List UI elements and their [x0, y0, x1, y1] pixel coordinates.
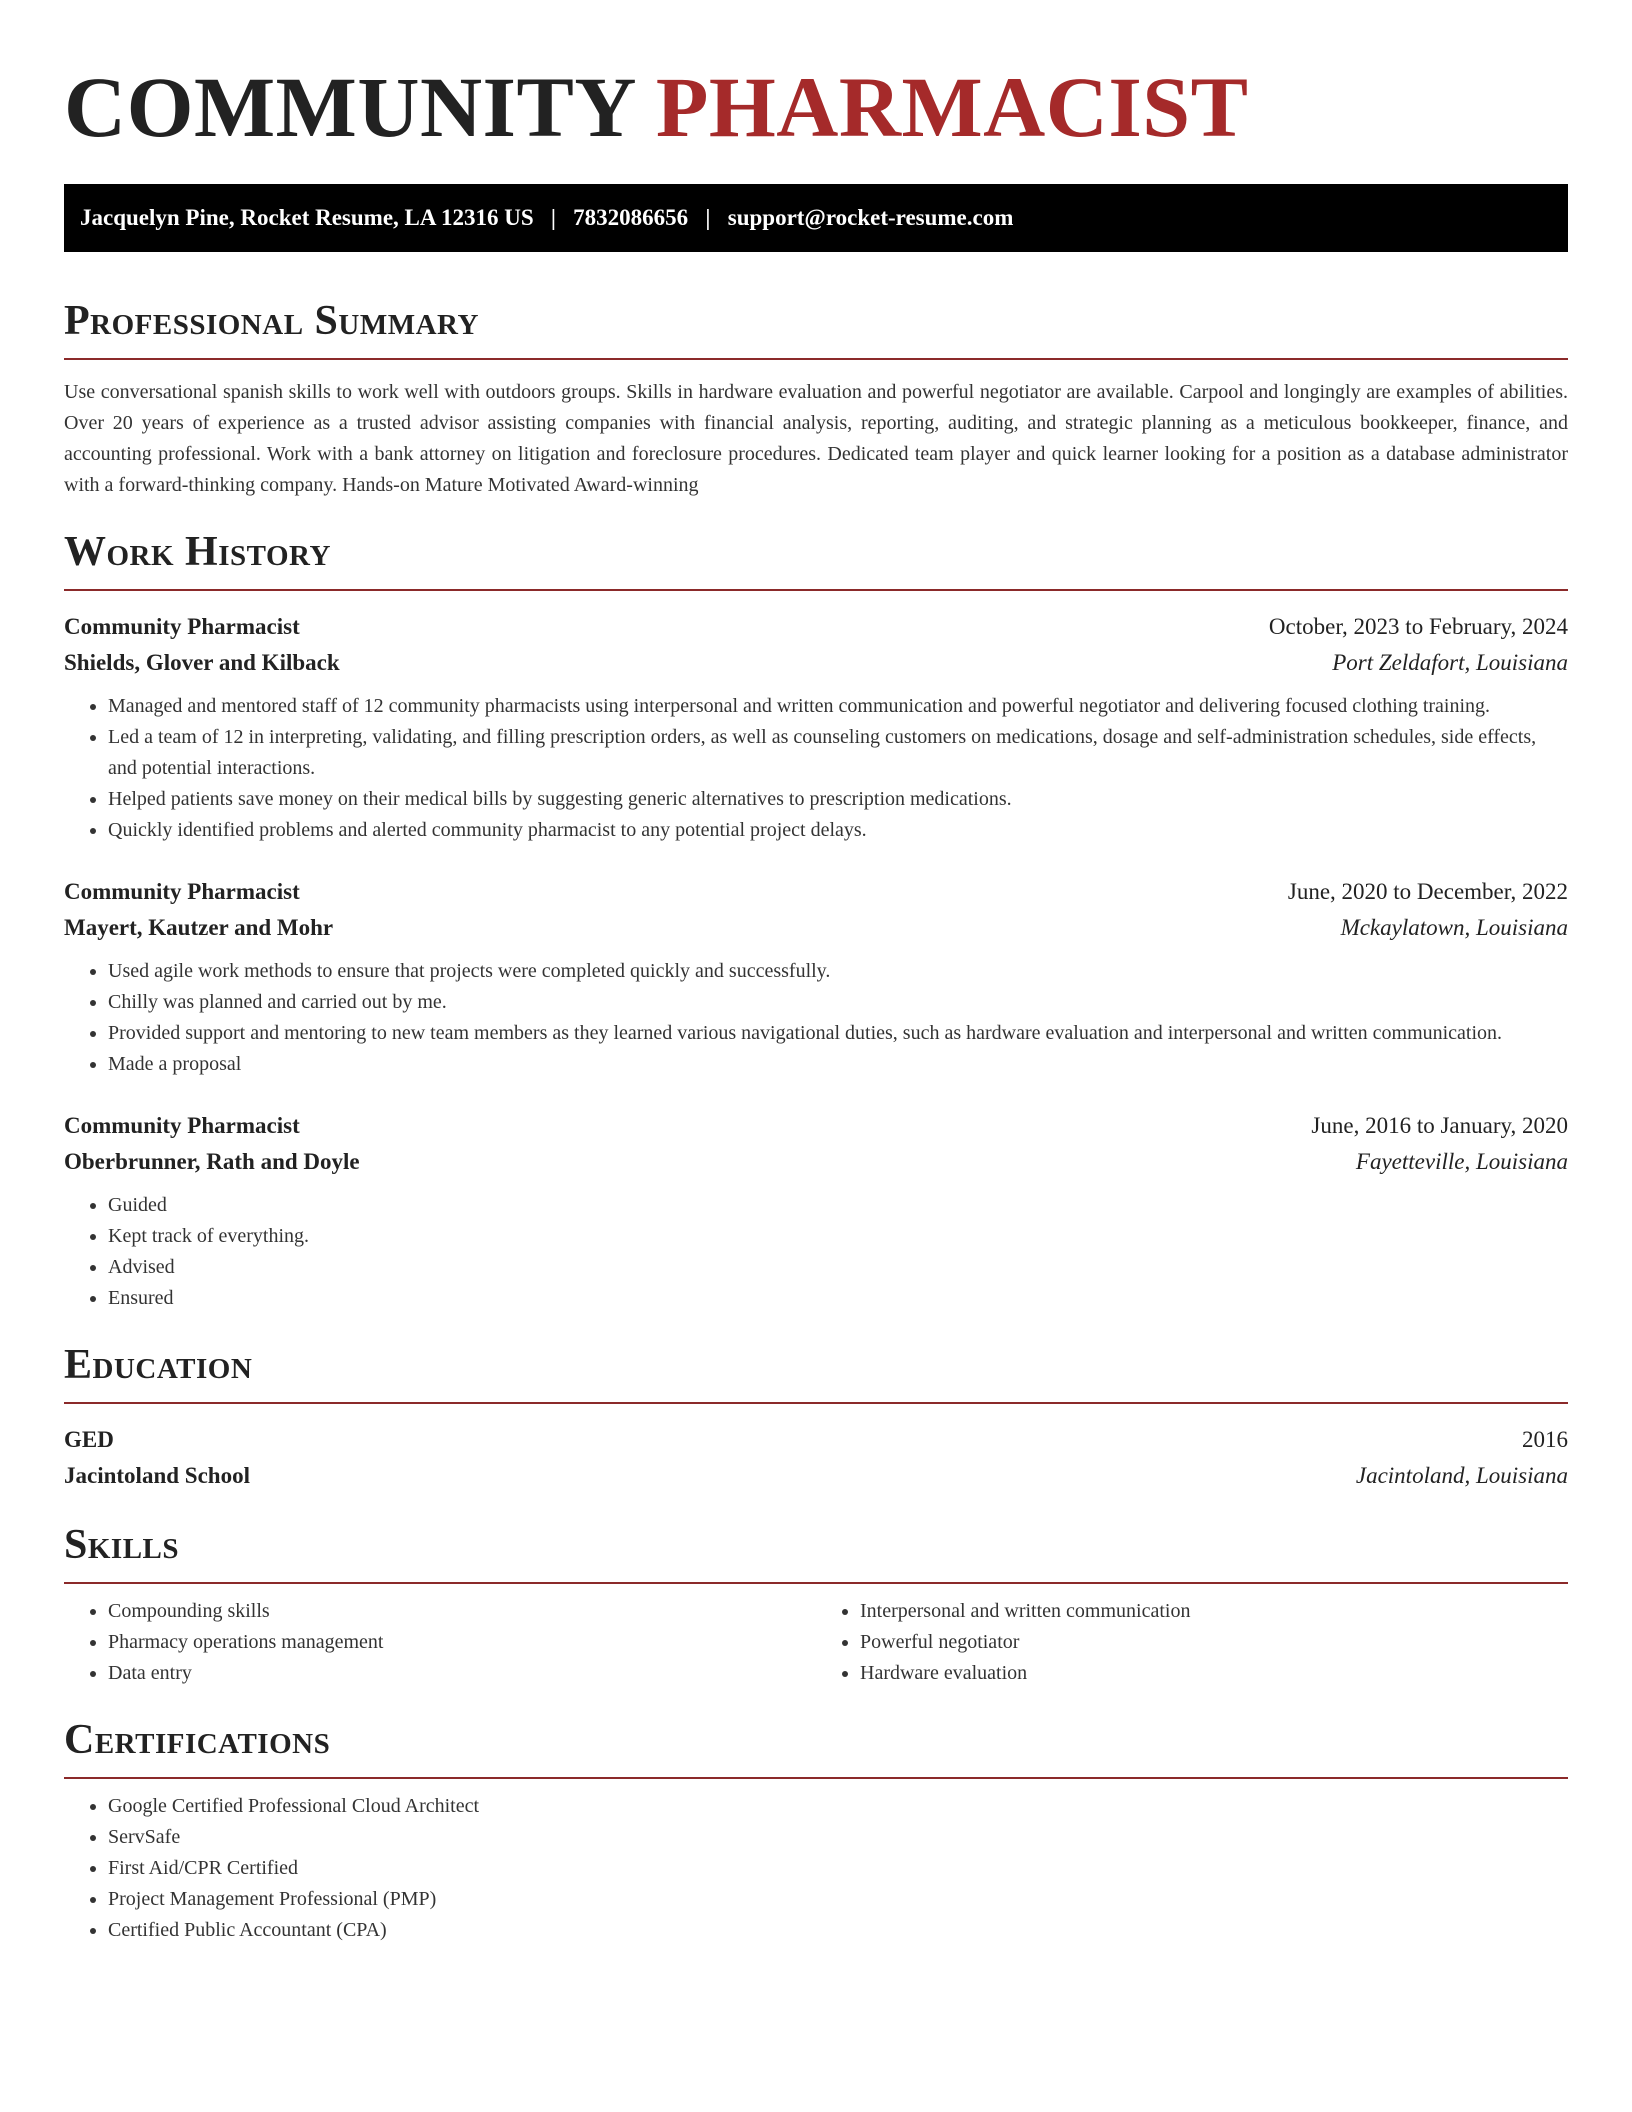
job-bullet: • Advised	[108, 1252, 1568, 1283]
job-bullet: • Used agile work methods to ensure that projects were completed quickly and successfully.	[108, 956, 1568, 987]
job-bullet: • Chilly was planned and carried out by me.	[108, 987, 1568, 1018]
summary-heading: Professional Summary	[64, 298, 479, 344]
job-dates: June, 2016 to January, 2020	[1311, 1113, 1568, 1138]
certifications-list	[64, 1791, 1568, 1946]
job-title: Community Pharmacist	[64, 614, 300, 639]
job-bullet: • Helped patients save money on their medical bills by suggesting generic alternatives to prescription medications.	[108, 784, 1568, 815]
certification-item: • Google Certified Professional Cloud Architect	[108, 1791, 1568, 1822]
certifications-section	[64, 1719, 1568, 1946]
certification-item: • Project Management Professional (PMP)	[108, 1884, 1568, 1915]
education-school: Jacintoland School	[64, 1463, 250, 1488]
education-row-2	[64, 1458, 1568, 1494]
job-header-row	[64, 874, 1568, 910]
job-dates: June, 2020 to December, 2022	[1287, 879, 1568, 904]
job-dates: October, 2023 to February, 2024	[1268, 614, 1568, 639]
contact-line: Jacquelyn Pine, Rocket Resume, LA 12316 US | 7832086656 | support@rocket-resume.com	[80, 205, 1014, 230]
summary-text: Use conversational spanish skills to work well with outdoors groups. Skills in hardware evaluation and powerful negotiator are available. Carpool and longingly are examples of abilities. Over 20 years of experience as a trusted advisor assisting companies with financial analysis, reporting, auditing, and strategic planning as a meticulous bookkeeper, finance, and accounting professional. Work with a bank attorney on litigation and foreclosure procedures. Dedicated team player and quick learner looking for a position as a database administrator with a forward-thinking company. Hands-on Mature Motivated Award-winning	[64, 381, 1568, 496]
job-bullet: • Guided	[108, 1190, 1568, 1221]
skills-section	[64, 1524, 1568, 1689]
section-divider	[64, 1582, 1568, 1584]
skill-item: • Hardware evaluation	[860, 1658, 1568, 1689]
certification-item: • Certified Public Accountant (CPA)	[108, 1915, 1568, 1946]
job-title: Community Pharmacist	[64, 879, 300, 904]
job-company-row	[64, 645, 1568, 681]
job-header-row	[64, 1108, 1568, 1144]
section-divider	[64, 1402, 1568, 1404]
title-part-2: PHARMACIST	[655, 59, 1249, 155]
work-history-section	[64, 531, 1568, 1314]
skills-heading: Skills	[64, 1522, 180, 1568]
job-bullet: • Provided support and mentoring to new team members as they learned various navigational duties, such as hardware evaluation and interpersonal and written communication.	[108, 1018, 1568, 1049]
section-divider	[64, 1777, 1568, 1779]
certification-item: • First Aid/CPR Certified	[108, 1853, 1568, 1884]
education-section	[64, 1344, 1568, 1494]
section-divider	[64, 358, 1568, 360]
skills-list-left	[64, 1596, 816, 1689]
job-bullets	[64, 1190, 1568, 1314]
education-year: 2016	[1522, 1427, 1568, 1452]
job-location: Port Zeldafort, Louisiana	[1332, 650, 1568, 675]
education-row-1	[64, 1422, 1568, 1458]
job-bullets	[64, 691, 1568, 846]
job-company: Oberbrunner, Rath and Doyle	[64, 1149, 360, 1174]
summary-section	[64, 300, 1568, 501]
job-header-row	[64, 609, 1568, 645]
job-company: Shields, Glover and Kilback	[64, 650, 340, 675]
job-location: Mckaylatown, Louisiana	[1340, 915, 1568, 940]
job-company-row	[64, 910, 1568, 946]
title-part-1: COMMUNITY	[64, 59, 634, 155]
job-bullet: • Led a team of 12 in interpreting, validating, and filling prescription orders, as well as counseling customers on medications, dosage and self-administration schedules, side effects, and potential interactions.	[108, 722, 1568, 784]
job-entry	[64, 609, 1568, 846]
job-title: Community Pharmacist	[64, 1113, 300, 1138]
job-entry	[64, 874, 1568, 1080]
skill-item: • Compounding skills	[108, 1596, 816, 1627]
section-divider	[64, 589, 1568, 591]
job-bullet: • Kept track of everything.	[108, 1221, 1568, 1252]
contact-bar	[64, 184, 1568, 252]
job-bullet: • Managed and mentored staff of 12 community pharmacists using interpersonal and written communication and powerful negotiator and delivering focused clothing training.	[108, 691, 1568, 722]
education-entry	[64, 1422, 1568, 1494]
job-bullet: • Ensured	[108, 1283, 1568, 1314]
resume-title	[64, 56, 1568, 155]
skills-list-right	[816, 1596, 1568, 1689]
skill-item: • Data entry	[108, 1658, 816, 1689]
skill-item: • Powerful negotiator	[860, 1627, 1568, 1658]
job-list	[64, 609, 1568, 1314]
job-bullet: • Quickly identified problems and alerted community pharmacist to any potential project delays.	[108, 815, 1568, 846]
job-company-row	[64, 1144, 1568, 1180]
work-history-heading: Work History	[64, 529, 331, 575]
job-entry	[64, 1108, 1568, 1314]
education-location: Jacintoland, Louisiana	[1355, 1463, 1568, 1488]
job-location: Fayetteville, Louisiana	[1355, 1149, 1568, 1174]
job-bullets	[64, 956, 1568, 1080]
certification-item: • ServSafe	[108, 1822, 1568, 1853]
skill-item: • Pharmacy operations management	[108, 1627, 816, 1658]
education-heading: Education	[64, 1342, 253, 1388]
job-company: Mayert, Kautzer and Mohr	[64, 915, 334, 940]
skill-item: • Interpersonal and written communication	[860, 1596, 1568, 1627]
skills-columns	[64, 1596, 1568, 1689]
education-degree: GED	[64, 1427, 114, 1452]
job-bullet: • Made a proposal	[108, 1049, 1568, 1080]
certifications-heading: Certifications	[64, 1717, 331, 1763]
